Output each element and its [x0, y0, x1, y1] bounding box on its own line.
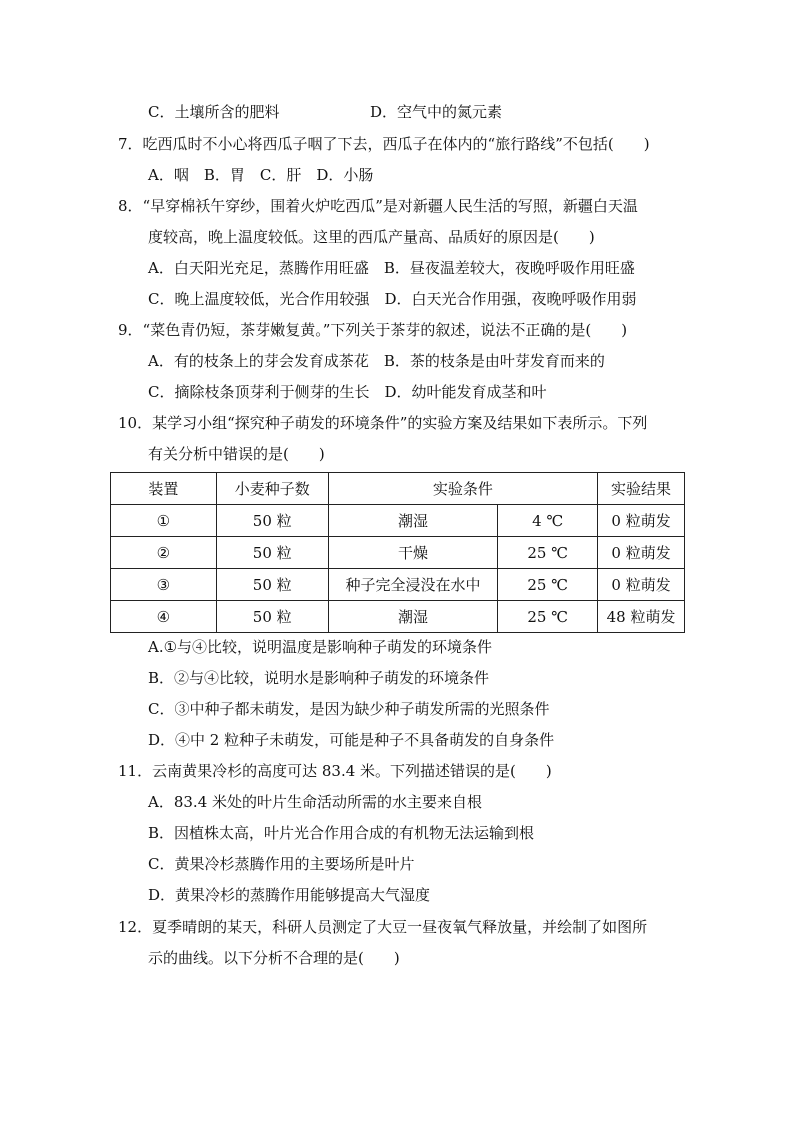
q9-options-cd: C．摘除枝条顶芽利于侧芽的生长 D．幼叶能发育成茎和叶 [148, 383, 547, 401]
q9-options-ab: A．有的枝条上的芽会发育成茶花 B．茶的枝条是由叶芽发育而来的 [148, 352, 605, 370]
table-row [111, 505, 685, 537]
table-row [111, 569, 685, 601]
q6-option-c: C．土壤所含的肥料 [148, 103, 280, 121]
cell-condition: 干燥 [328, 537, 498, 569]
table-header-row [111, 473, 685, 505]
cell-condition: 潮湿 [328, 601, 498, 633]
header-seeds: 小麦种子数 [216, 473, 328, 505]
q8-stem-line2: 度较高，晚上温度较低。这里的西瓜产量高、品质好的原因是( ) [148, 228, 595, 246]
q8-stem-line1: 8．“早穿棉袄午穿纱，围着火炉吃西瓜”是对新疆人民生活的写照，新疆白天温 [118, 197, 638, 215]
cell-seeds: 50 粒 [216, 569, 328, 601]
q8-options-cd: C．晚上温度较低，光合作用较强 D．白天光合作用强，夜晚呼吸作用弱 [148, 290, 637, 308]
q11-stem: 11．云南黄果冷杉的高度可达 83.4 米。下列描述错误的是( ) [118, 762, 552, 780]
cell-device: ② [111, 537, 217, 569]
q11-option-c: C．黄果冷杉蒸腾作用的主要场所是叶片 [148, 855, 415, 873]
cell-temperature: 25 ℃ [498, 537, 598, 569]
q12-stem-line2: 示的曲线。以下分析不合理的是( ) [148, 949, 400, 967]
cell-result: 0 粒萌发 [598, 569, 685, 601]
q11-option-b: B．因植株太高，叶片光合作用合成的有机物无法运输到根 [148, 824, 535, 842]
cell-temperature: 25 ℃ [498, 569, 598, 601]
q9-stem: 9．“菜色青仍短，茶芽嫩复黄。”下列关于茶芽的叙述，说法不正确的是( ) [118, 321, 628, 339]
q11-option-d: D．黄果冷杉的蒸腾作用能够提高大气湿度 [148, 886, 431, 904]
cell-seeds: 50 粒 [216, 537, 328, 569]
q12-stem-line1: 12．夏季晴朗的某天，科研人员测定了大豆一昼夜氧气释放量，并绘制了如图所 [118, 918, 648, 936]
q10-option-a: A.①与④比较，说明温度是影响种子萌发的环境条件 [148, 638, 493, 656]
header-result: 实验结果 [598, 473, 685, 505]
q7-stem: 7．吃西瓜时不小心将西瓜子咽了下去，西瓜子在体内的“旅行路线”不包括( ) [118, 135, 650, 153]
q11-option-a: A．83.4 米处的叶片生命活动所需的水主要来自根 [148, 793, 483, 811]
cell-device: ④ [111, 601, 217, 633]
cell-condition: 潮湿 [328, 505, 498, 537]
cell-device: ① [111, 505, 217, 537]
cell-condition: 种子完全浸没在水中 [328, 569, 498, 601]
cell-seeds: 50 粒 [216, 505, 328, 537]
experiment-table [110, 472, 685, 633]
q10-stem-line2: 有关分析中错误的是( ) [148, 445, 325, 463]
q7-options: A．咽 B．胃 C．肝 D．小肠 [148, 166, 374, 184]
table-row [111, 601, 685, 633]
header-conditions: 实验条件 [328, 473, 598, 505]
cell-temperature: 25 ℃ [498, 601, 598, 633]
cell-device: ③ [111, 569, 217, 601]
q8-options-ab: A．白天阳光充足，蒸腾作用旺盛 B．昼夜温差较大，夜晚呼吸作用旺盛 [148, 259, 635, 277]
header-device: 装置 [111, 473, 217, 505]
q6-option-d: D．空气中的氮元素 [370, 103, 503, 121]
q10-stem-line1: 10．某学习小组“探究种子萌发的环境条件”的实验方案及结果如下表所示。下列 [118, 414, 648, 432]
cell-result: 0 粒萌发 [598, 505, 685, 537]
q10-option-b: B．②与④比较，说明水是影响种子萌发的环境条件 [148, 669, 490, 687]
cell-seeds: 50 粒 [216, 601, 328, 633]
cell-result: 0 粒萌发 [598, 537, 685, 569]
table-row [111, 537, 685, 569]
cell-result: 48 粒萌发 [598, 601, 685, 633]
cell-temperature: 4 ℃ [498, 505, 598, 537]
q10-option-c: C．③中种子都未萌发，是因为缺少种子萌发所需的光照条件 [148, 700, 550, 718]
q10-option-d: D．④中 2 粒种子未萌发，可能是种子不具备萌发的自身条件 [148, 731, 555, 749]
q6-options-cd [148, 102, 502, 122]
